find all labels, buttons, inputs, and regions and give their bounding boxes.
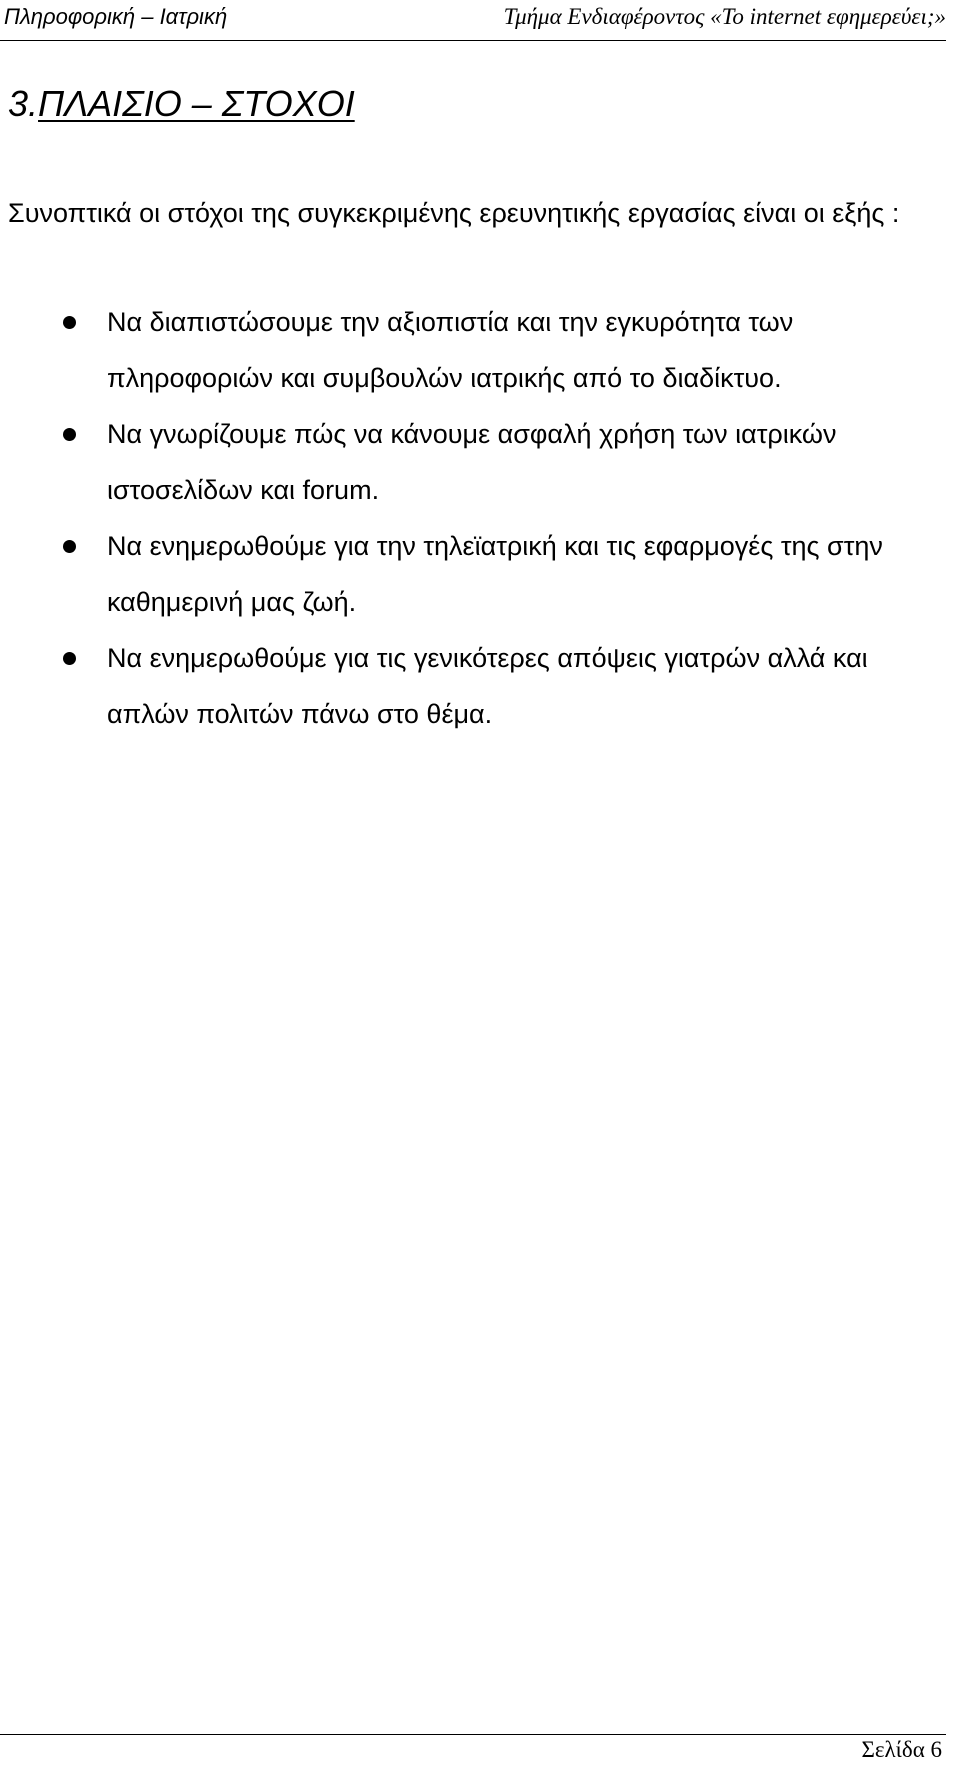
section-title: ΠΛΑΙΣΙΟ – ΣΤΟΧΟΙ: [38, 83, 355, 124]
header-department: Τμήμα Ενδιαφέροντος «Το internet εφημερεύει;»: [503, 4, 946, 29]
page-header: [0, 0, 946, 41]
goal-text: Να διαπιστώσουμε την αξιοπιστία και την εγκυρότητα των πληροφοριών και συμβουλών ιατρικής από το διαδίκτυο.: [107, 307, 794, 393]
list-item: [0, 518, 946, 630]
bullet-icon: [63, 316, 76, 329]
goal-text: Να ενημερωθούμε για τις γενικότερες απόψεις γιατρών αλλά και απλών πολιτών πάνω στο θέμα.: [107, 643, 868, 729]
bullet-icon: [63, 652, 76, 665]
section-number: 3.: [8, 83, 39, 124]
goal-text: Να γνωρίζουμε πώς να κάνουμε ασφαλή χρήση των ιατρικών ιστοσελίδων και forum.: [107, 419, 837, 505]
list-item: [0, 406, 946, 518]
bullet-icon: [63, 540, 76, 553]
page-footer: [0, 1734, 946, 1765]
list-item: [0, 294, 946, 406]
header-subject: Πληροφορική – Ιατρική: [4, 4, 228, 29]
goals-list: [0, 294, 946, 742]
list-item: [0, 630, 946, 742]
bullet-icon: [63, 428, 76, 441]
goal-text: Να ενημερωθούμε για την τηλεϊατρική και τις εφαρμογές της στην καθημερινή μας ζωή.: [107, 531, 883, 617]
page-number: Σελίδα 6: [861, 1737, 942, 1762]
intro-paragraph: Συνοπτικά οι στόχοι της συγκεκριμένης ερευνητικής εργασίας είναι οι εξής :: [8, 198, 900, 228]
section-heading: [8, 82, 355, 126]
